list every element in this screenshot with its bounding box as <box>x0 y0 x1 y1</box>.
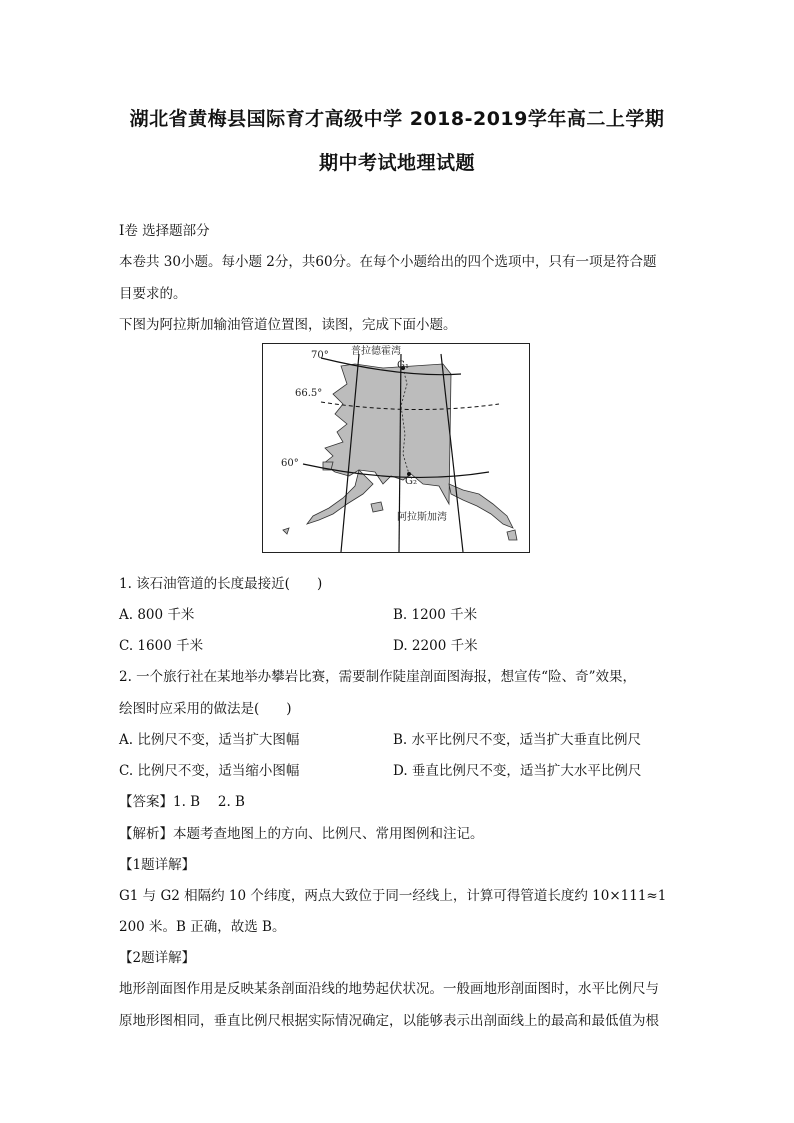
map-label-lat665: 66.5° <box>295 388 323 399</box>
map-label-g2: G₂ <box>405 476 417 487</box>
section-heading: I卷 选择题部分 <box>119 223 210 239</box>
doc-title-line1: 湖北省黄梅县国际育才高级中学 2018-2019学年高二上学期 <box>129 108 665 130</box>
q2-detail-header: 【2题详解】 <box>119 950 196 966</box>
intro-line2: 目要求的。 <box>119 286 187 302</box>
q2-stem-line1: 2. 一个旅行社在某地举办攀岩比赛，需要制作陡崖剖面图海报，想宣传“险、奇”效果， <box>119 669 636 685</box>
q2-option-c: C. 比例尺不变，适当缩小图幅 <box>119 763 300 779</box>
island-kodiak <box>371 502 383 512</box>
q1-option-d: D. 2200 千米 <box>393 638 478 654</box>
peninsula <box>307 470 373 524</box>
map-label-g1: G₁ <box>397 360 409 371</box>
q2-stem-line2: 绘图时应采用的做法是( ) <box>119 701 292 717</box>
map-label-lat70: 70° <box>311 350 329 361</box>
q2-option-d: D. 垂直比例尺不变，适当扩大水平比例尺 <box>393 763 642 779</box>
q1-option-c: C. 1600 千米 <box>119 638 204 654</box>
q2-option-b: B. 水平比例尺不变，适当扩大垂直比例尺 <box>393 732 642 748</box>
map-intro: 下图为阿拉斯加输油管道位置图，读图，完成下面小题。 <box>119 317 457 333</box>
panhandle <box>449 484 513 528</box>
map-label-lat60: 60° <box>281 458 299 469</box>
q1-detail-line2: 200 米。B 正确，故选 B。 <box>119 919 286 935</box>
q1-detail-header: 【1题详解】 <box>119 857 196 873</box>
intro-line1: 本卷共 30小题。每小题 2分，共60分。在每个小题给出的四个选项中，只有一项是符合题 <box>119 254 657 270</box>
q2-detail-line1: 地形剖面图作用是反映某条剖面沿线的地势起伏状况。一般画地形剖面图时，水平比例尺与 <box>119 981 659 997</box>
q1-option-a: A. 800 千米 <box>119 607 195 623</box>
map-label-alaska-gulf: 阿拉斯加湾 <box>397 512 447 523</box>
island-se <box>507 530 517 540</box>
q2-detail-line2: 原地形图相同，垂直比例尺根据实际情况确定，以能够表示出剖面线上的最高和最低值为根 <box>119 1013 659 1029</box>
analysis-line: 【解析】本题考查地图上的方向、比例尺、常用图例和注记。 <box>119 826 484 842</box>
q2-option-a: A. 比例尺不变，适当扩大图幅 <box>119 732 300 748</box>
island-far <box>283 528 289 534</box>
doc-title-line2: 期中考试地理试题 <box>318 152 475 174</box>
q1-stem: 1. 该石油管道的长度最接近( ) <box>119 576 323 592</box>
q1-option-b: B. 1200 千米 <box>393 607 478 623</box>
map-label-prudhoe: 普拉德霍湾 <box>351 346 401 357</box>
q1-detail-line1: G1 与 G2 相隔约 10 个纬度，两点大致位于同一经线上，计算可得管道长度约 10×111≈1 <box>119 888 667 904</box>
answer-line: 【答案】1. B 2. B <box>119 794 245 810</box>
alaska-pipeline-map <box>262 343 530 553</box>
land-mass <box>323 364 451 504</box>
